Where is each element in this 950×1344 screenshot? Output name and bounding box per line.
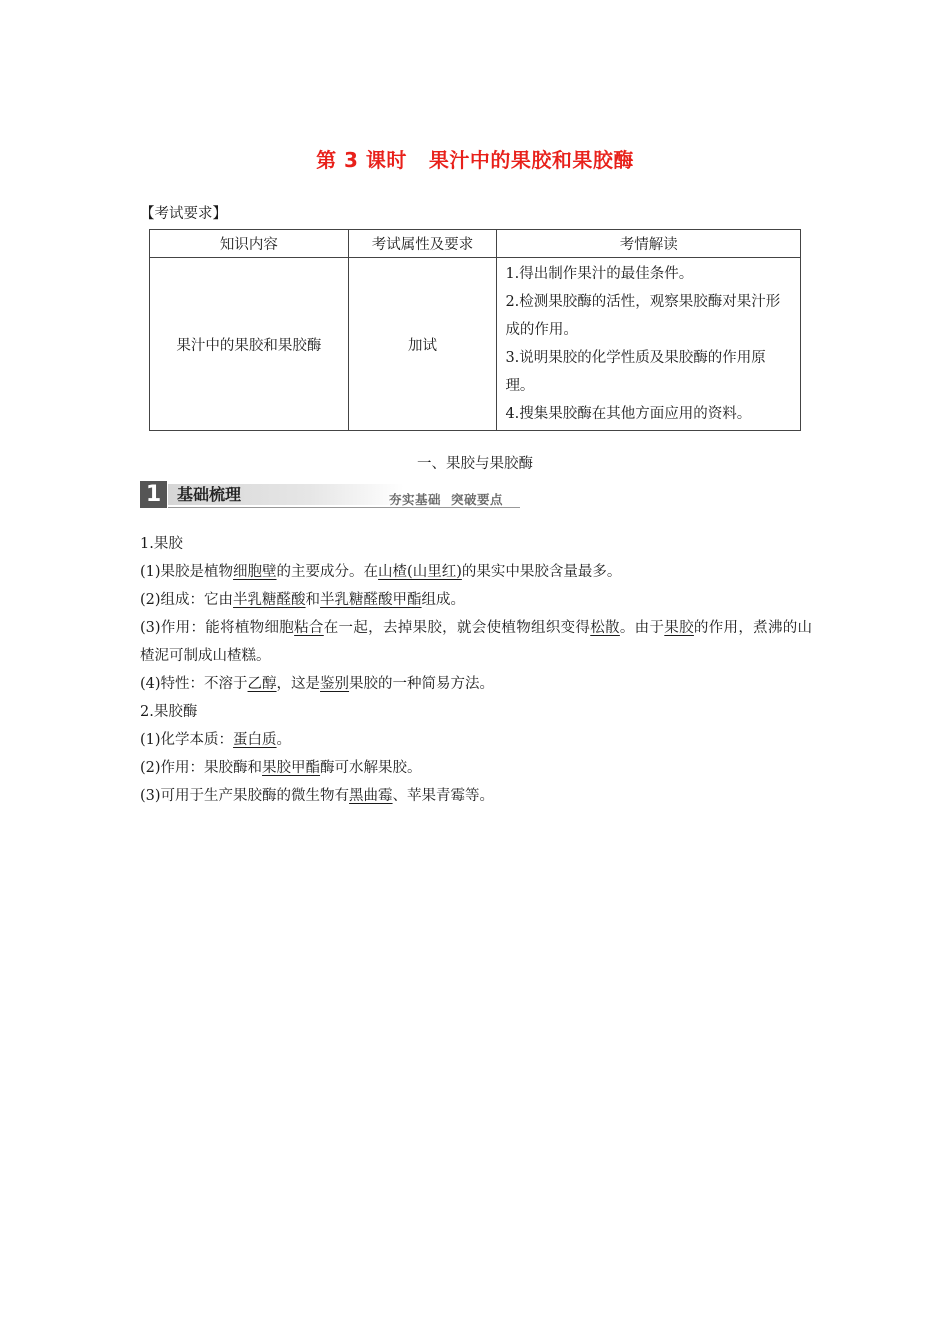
- banner-number-badge: 1: [140, 481, 167, 508]
- underlined-answer: 山楂(山里红): [378, 564, 462, 580]
- text: 、苹果青霉等。: [392, 788, 495, 804]
- subsection-title-pectin: 1.果胶: [140, 536, 183, 552]
- lesson-number: 第 3 课时: [316, 148, 407, 172]
- list-item: 3.说明果胶的化学性质及果胶酶的作用原理。: [505, 350, 766, 394]
- underlined-answer: 细胞壁: [233, 564, 277, 580]
- banner-sub2: 突破要点: [451, 492, 504, 507]
- text: 的主要成分。在: [276, 564, 379, 580]
- list-item: 4.搜集果胶酶在其他方面应用的资料。: [505, 406, 752, 422]
- banner-sub1: 夯实基础: [389, 492, 442, 507]
- header-knowledge: 知识内容: [150, 230, 349, 258]
- text: (2)作用：果胶酶和: [140, 760, 263, 776]
- underlined-answer: 粘合: [294, 620, 324, 636]
- page-title: [0, 144, 950, 173]
- underlined-answer: 松散: [590, 620, 620, 636]
- paragraph: [140, 726, 812, 754]
- table-row: [150, 258, 801, 431]
- lesson-topic: 果汁中的果胶和果胶酶: [428, 148, 634, 172]
- underlined-answer: 果胶甲酯: [262, 760, 321, 776]
- text: (1)化学本质：: [140, 732, 234, 748]
- underlined-answer: 鉴别: [320, 676, 350, 692]
- section-banner: [140, 481, 520, 509]
- requirements-table: [149, 229, 801, 431]
- list-item: 2.检测果胶酶的活性，观察果胶酶对果汁形成的作用。: [505, 294, 781, 338]
- cell-knowledge: 果汁中的果胶和果胶酶: [150, 258, 349, 431]
- paragraph: [140, 614, 812, 670]
- paragraph: [140, 586, 812, 614]
- underlined-answer: 半乳糖醛酸甲酯: [320, 592, 422, 608]
- text: (1)果胶是植物: [140, 564, 234, 580]
- cell-interpretation: [497, 258, 801, 431]
- underlined-answer: 乙醇: [247, 676, 277, 692]
- text: 在一起，去掉果胶，就会使植物组织变得: [323, 620, 591, 636]
- banner-rule: [168, 507, 520, 508]
- text: 。: [276, 732, 292, 748]
- text: (3)可用于生产果胶酶的微生物有: [140, 788, 350, 804]
- banner-title: 基础梳理: [177, 485, 242, 504]
- header-attribute: 考试属性及要求: [348, 230, 497, 258]
- text: 。由于: [619, 620, 665, 636]
- text: (4)特性：不溶于: [140, 676, 248, 692]
- underlined-answer: 黑曲霉: [349, 788, 393, 804]
- paragraph: [140, 558, 812, 586]
- underlined-answer: 蛋白质: [233, 732, 277, 748]
- text: (3)作用：能将植物细胞: [140, 620, 295, 636]
- text: 组成。: [421, 592, 466, 608]
- text: 的果实中果胶含量最多。: [461, 564, 622, 580]
- paragraph: [140, 670, 812, 698]
- underlined-answer: 半乳糖醛酸: [233, 592, 306, 608]
- subsection-title-pectinase: 2.果胶酶: [140, 704, 198, 720]
- text: 酶可水解果胶。: [320, 760, 422, 776]
- text: (2)组成：它由: [140, 592, 234, 608]
- main-content: [140, 530, 812, 810]
- text: 果胶的一种简易方法。: [349, 676, 495, 692]
- header-interpretation: 考情解读: [497, 230, 801, 258]
- banner-subtitle: [389, 490, 513, 508]
- underlined-answer: 果胶: [664, 620, 694, 636]
- paragraph: [140, 754, 812, 782]
- section-heading: 一、果胶与果胶酶: [417, 456, 533, 472]
- exam-requirements-label: 【考试要求】: [140, 206, 227, 222]
- list-item: 1.得出制作果汁的最佳条件。: [505, 266, 694, 282]
- text: ，这是: [276, 676, 321, 692]
- cell-attribute: 加试: [348, 258, 497, 431]
- paragraph: [140, 782, 812, 810]
- text: 和: [305, 592, 321, 608]
- text: 的作用，煮沸的山楂泥可制成山楂糕。: [140, 620, 813, 664]
- table-header-row: [150, 230, 801, 258]
